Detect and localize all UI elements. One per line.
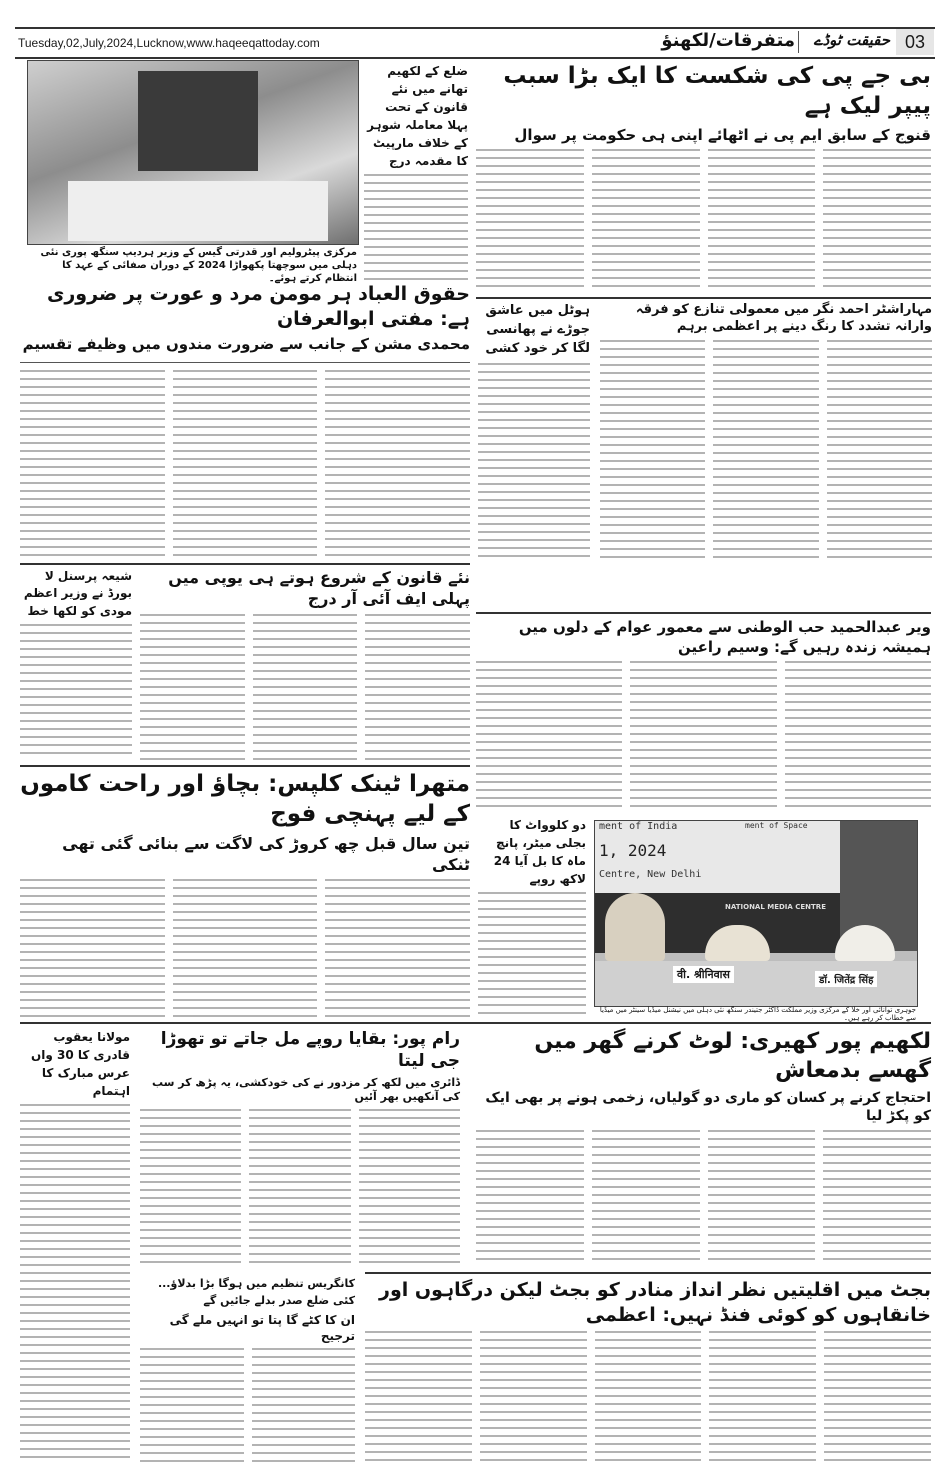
lakhimpur-body [476, 1130, 931, 1266]
first-case-article [364, 62, 468, 280]
text-column [140, 1109, 241, 1266]
electricity-bill-headline: دو کلوواٹ کا بجلی میٹر، پانچ ماہ کا بل آیا 24 لاکھ روپے [493, 818, 586, 886]
masthead-divider [798, 31, 799, 53]
text-column [253, 614, 358, 760]
text-column [827, 340, 932, 558]
press-conference-photo [594, 820, 918, 1007]
dateline: Tuesday,02,July,2024,Lucknow,www.haqeeqattoday.com [18, 36, 320, 50]
text-column [630, 661, 776, 810]
text-column [476, 149, 584, 292]
mathura-tank-headline: متھرا ٹینک کلپس: بچاؤ اور راحت کاموں کے لیے پہنچی فوج [20, 771, 470, 827]
text-column [785, 661, 931, 810]
page-number: 03 [896, 29, 934, 55]
text-column [173, 370, 318, 558]
text-column [364, 174, 468, 280]
masthead-top-rule [15, 27, 935, 29]
text-column [325, 370, 470, 558]
text-column [592, 1130, 700, 1266]
divider [20, 765, 470, 767]
text-column [20, 370, 165, 558]
masthead-bottom-rule [15, 57, 935, 59]
urs-article [20, 1028, 130, 1460]
shia-board-headline: شیعہ پرسنل لا بورڈ نے وزیر اعظم مودی کو لکھا خط [23, 569, 132, 618]
divider [20, 1022, 931, 1024]
shia-board-body [20, 624, 132, 760]
divider [20, 563, 470, 565]
text-column [20, 624, 132, 760]
text-column [824, 1331, 931, 1462]
text-column [476, 1130, 584, 1266]
nameplate-srinivas: वी. श्रीनिवास [673, 966, 734, 983]
text-column [365, 1331, 472, 1462]
top-photo-caption: مرکزی پیٹرولیم اور قدرتی گیس کے وزیر ہردیپ سنگھ پوری نئی دہلی میں سوچھتا پکھواڑا 2024 کے دوران صفائی کے عہد کا انتظام کرتے ہوئے۔ [40, 247, 357, 284]
newspaper-logo: حقیقت ٹوڈے [813, 31, 890, 49]
electricity-bill-body [478, 892, 586, 1014]
photo-shape [605, 893, 665, 961]
budget-body [365, 1331, 931, 1462]
text-column [173, 879, 318, 1018]
huqooq-body [20, 370, 470, 558]
hotel-article [478, 302, 590, 558]
nameplate-jitendra-singh: डॉ. जितेंद्र सिंह [815, 971, 877, 987]
lakhimpur-headline: لکھیم پور کھیری: لوٹ کرنے گھر میں گھسے بدمعاش [534, 1029, 931, 1083]
text-column [595, 1331, 702, 1462]
rampur-subhead: ڈائری میں لکھ کر مزدور نے کی خودکشی، یہ پڑھ کر سب کی آنکھیں بھر آئیں [152, 1076, 460, 1104]
shia-board-article [20, 568, 132, 760]
first-fir-article [140, 568, 470, 760]
lakhimpur-article [476, 1028, 931, 1266]
text-column [140, 614, 245, 760]
text-column [20, 879, 165, 1018]
paper-leak-body [476, 149, 931, 292]
text-column [365, 614, 470, 760]
text-column [823, 149, 931, 292]
rampur-article [140, 1028, 460, 1266]
slide-line-1: ment of India [599, 821, 678, 832]
text-column [708, 149, 816, 292]
text-column [708, 1130, 816, 1266]
congress-article [140, 1276, 355, 1462]
section-title: متفرقات/لکھنؤ [661, 30, 795, 51]
congress-body [140, 1348, 355, 1462]
huqooq-headline: حقوق العباد ہر مومن مرد و عورت پر ضروری ہے: مفتی ابوالعرفان [46, 283, 470, 330]
divider [20, 362, 470, 363]
text-column [592, 149, 700, 292]
maharashtra-headline: مہاراشٹر احمد نگر میں معمولی تنازع کو فرقہ وارانہ تشدد کا رنگ دینے پر اعظمی برہم [635, 302, 932, 334]
press-photo-caption: جوہری توانائی اور خلا کے مرکزی وزیر مملکت ڈاکٹر جتیندر سنگھ نئی دہلی میں نیشنل میڈیا سینٹر میں میڈیا سے خطاب کر رہے ہیں۔ [599, 1006, 916, 1023]
first-fir-headline: نئے قانون کے شروع ہوتے ہی یوپی میں پہلی ایف آئی آر درج [168, 568, 470, 608]
paper-leak-subhead: قنوج کے سابق ایم پی نے اٹھائے اپنی ہی حکومت پر سوال [514, 125, 931, 144]
veer-abdul-hameed-headline: ویر عبدالحمید حب الوطنی سے معمور عوام کے دلوں میں ہمیشہ زندہ رہیں گے: وسیم راعین [518, 618, 931, 656]
text-column [709, 1331, 816, 1462]
electricity-bill-article [478, 816, 586, 1014]
maharashtra-body [600, 340, 932, 558]
text-column [480, 1331, 587, 1462]
paper-leak-headline: بی جے پی کی شکست کا ایک بڑا سبب پیپر لیک ہے [503, 63, 931, 119]
text-column [20, 1104, 130, 1460]
congress-headline: کانگریس تنظیم میں ہوگا بڑا بدلاؤ... کئی ضلع صدر بدلے جائیں گے [157, 1277, 355, 1307]
budget-headline: بجٹ میں اقلیتیں نظر انداز منادر کو بجٹ لیکن درگاہوں اور خانقاہوں کو کوئی فنڈ نہیں: اعظمی [379, 1279, 931, 1326]
budget-article [365, 1278, 931, 1462]
text-column [478, 363, 590, 558]
top-news-photo [27, 60, 359, 245]
rampur-headline: رام پور: بقایا روپے مل جاتے تو تھوڑا جی لیتا [160, 1029, 460, 1072]
urs-headline: مولانا یعقوب قادری کا 30 واں عرس مبارک کا اہتمام [31, 1030, 130, 1098]
text-column [476, 661, 622, 810]
veer-abdul-hameed-article [476, 618, 931, 810]
text-column [359, 1109, 460, 1266]
huqooq-subhead: محمدی مشن کے جانب سے ضرورت مندوں میں وظیفے تقسیم [22, 335, 470, 354]
mathura-tank-body [20, 879, 470, 1018]
divider [476, 297, 931, 299]
first-case-headline: ضلع کے لکھیم تھانے میں نئے قانون کے تحت پہلا معاملہ شوہر کے خلاف مارپیٹ کا مقدمہ درج [367, 64, 468, 168]
slide-line-2: ment of Space [745, 821, 808, 830]
huqooq-article [20, 282, 470, 558]
text-column [713, 340, 818, 558]
urs-body [20, 1104, 130, 1460]
hotel-headline: ہوٹل میں عاشق جوڑے نے پھانسی لگا کر خود کشی [485, 303, 590, 356]
backdrop-text: NATIONAL MEDIA CENTRE [725, 903, 826, 911]
slide-venue: Centre, New Delhi [599, 869, 702, 880]
divider [365, 1272, 931, 1274]
text-column [140, 1348, 244, 1462]
divider [476, 612, 931, 614]
hotel-body [478, 363, 590, 558]
first-case-body [364, 174, 468, 280]
text-column [325, 879, 470, 1018]
first-fir-body [140, 614, 470, 760]
mathura-tank-article [20, 770, 470, 1018]
text-column [823, 1130, 931, 1266]
mathura-tank-subhead: تین سال قبل چھ کروڑ کی لاگت سے بنائی گئی تھی ٹنکی [62, 833, 470, 874]
text-column [600, 340, 705, 558]
slide-date: 1, 2024 [599, 841, 667, 860]
text-column [478, 892, 586, 1014]
rampur-body [140, 1109, 460, 1266]
paper-leak-article [476, 62, 931, 292]
text-column [252, 1348, 356, 1462]
maharashtra-article [600, 302, 932, 558]
text-column [249, 1109, 350, 1266]
veer-abdul-hameed-body [476, 661, 931, 810]
lakhimpur-subhead: احتجاج کرنے پر کسان کو ماری دو گولیاں، زخمی ہونے پر بھی ایک کو پکڑ لیا [485, 1090, 931, 1125]
congress-subhead: ان کا کٹے گا پتا تو انہیں ملے گی ترجیح [169, 1313, 355, 1343]
